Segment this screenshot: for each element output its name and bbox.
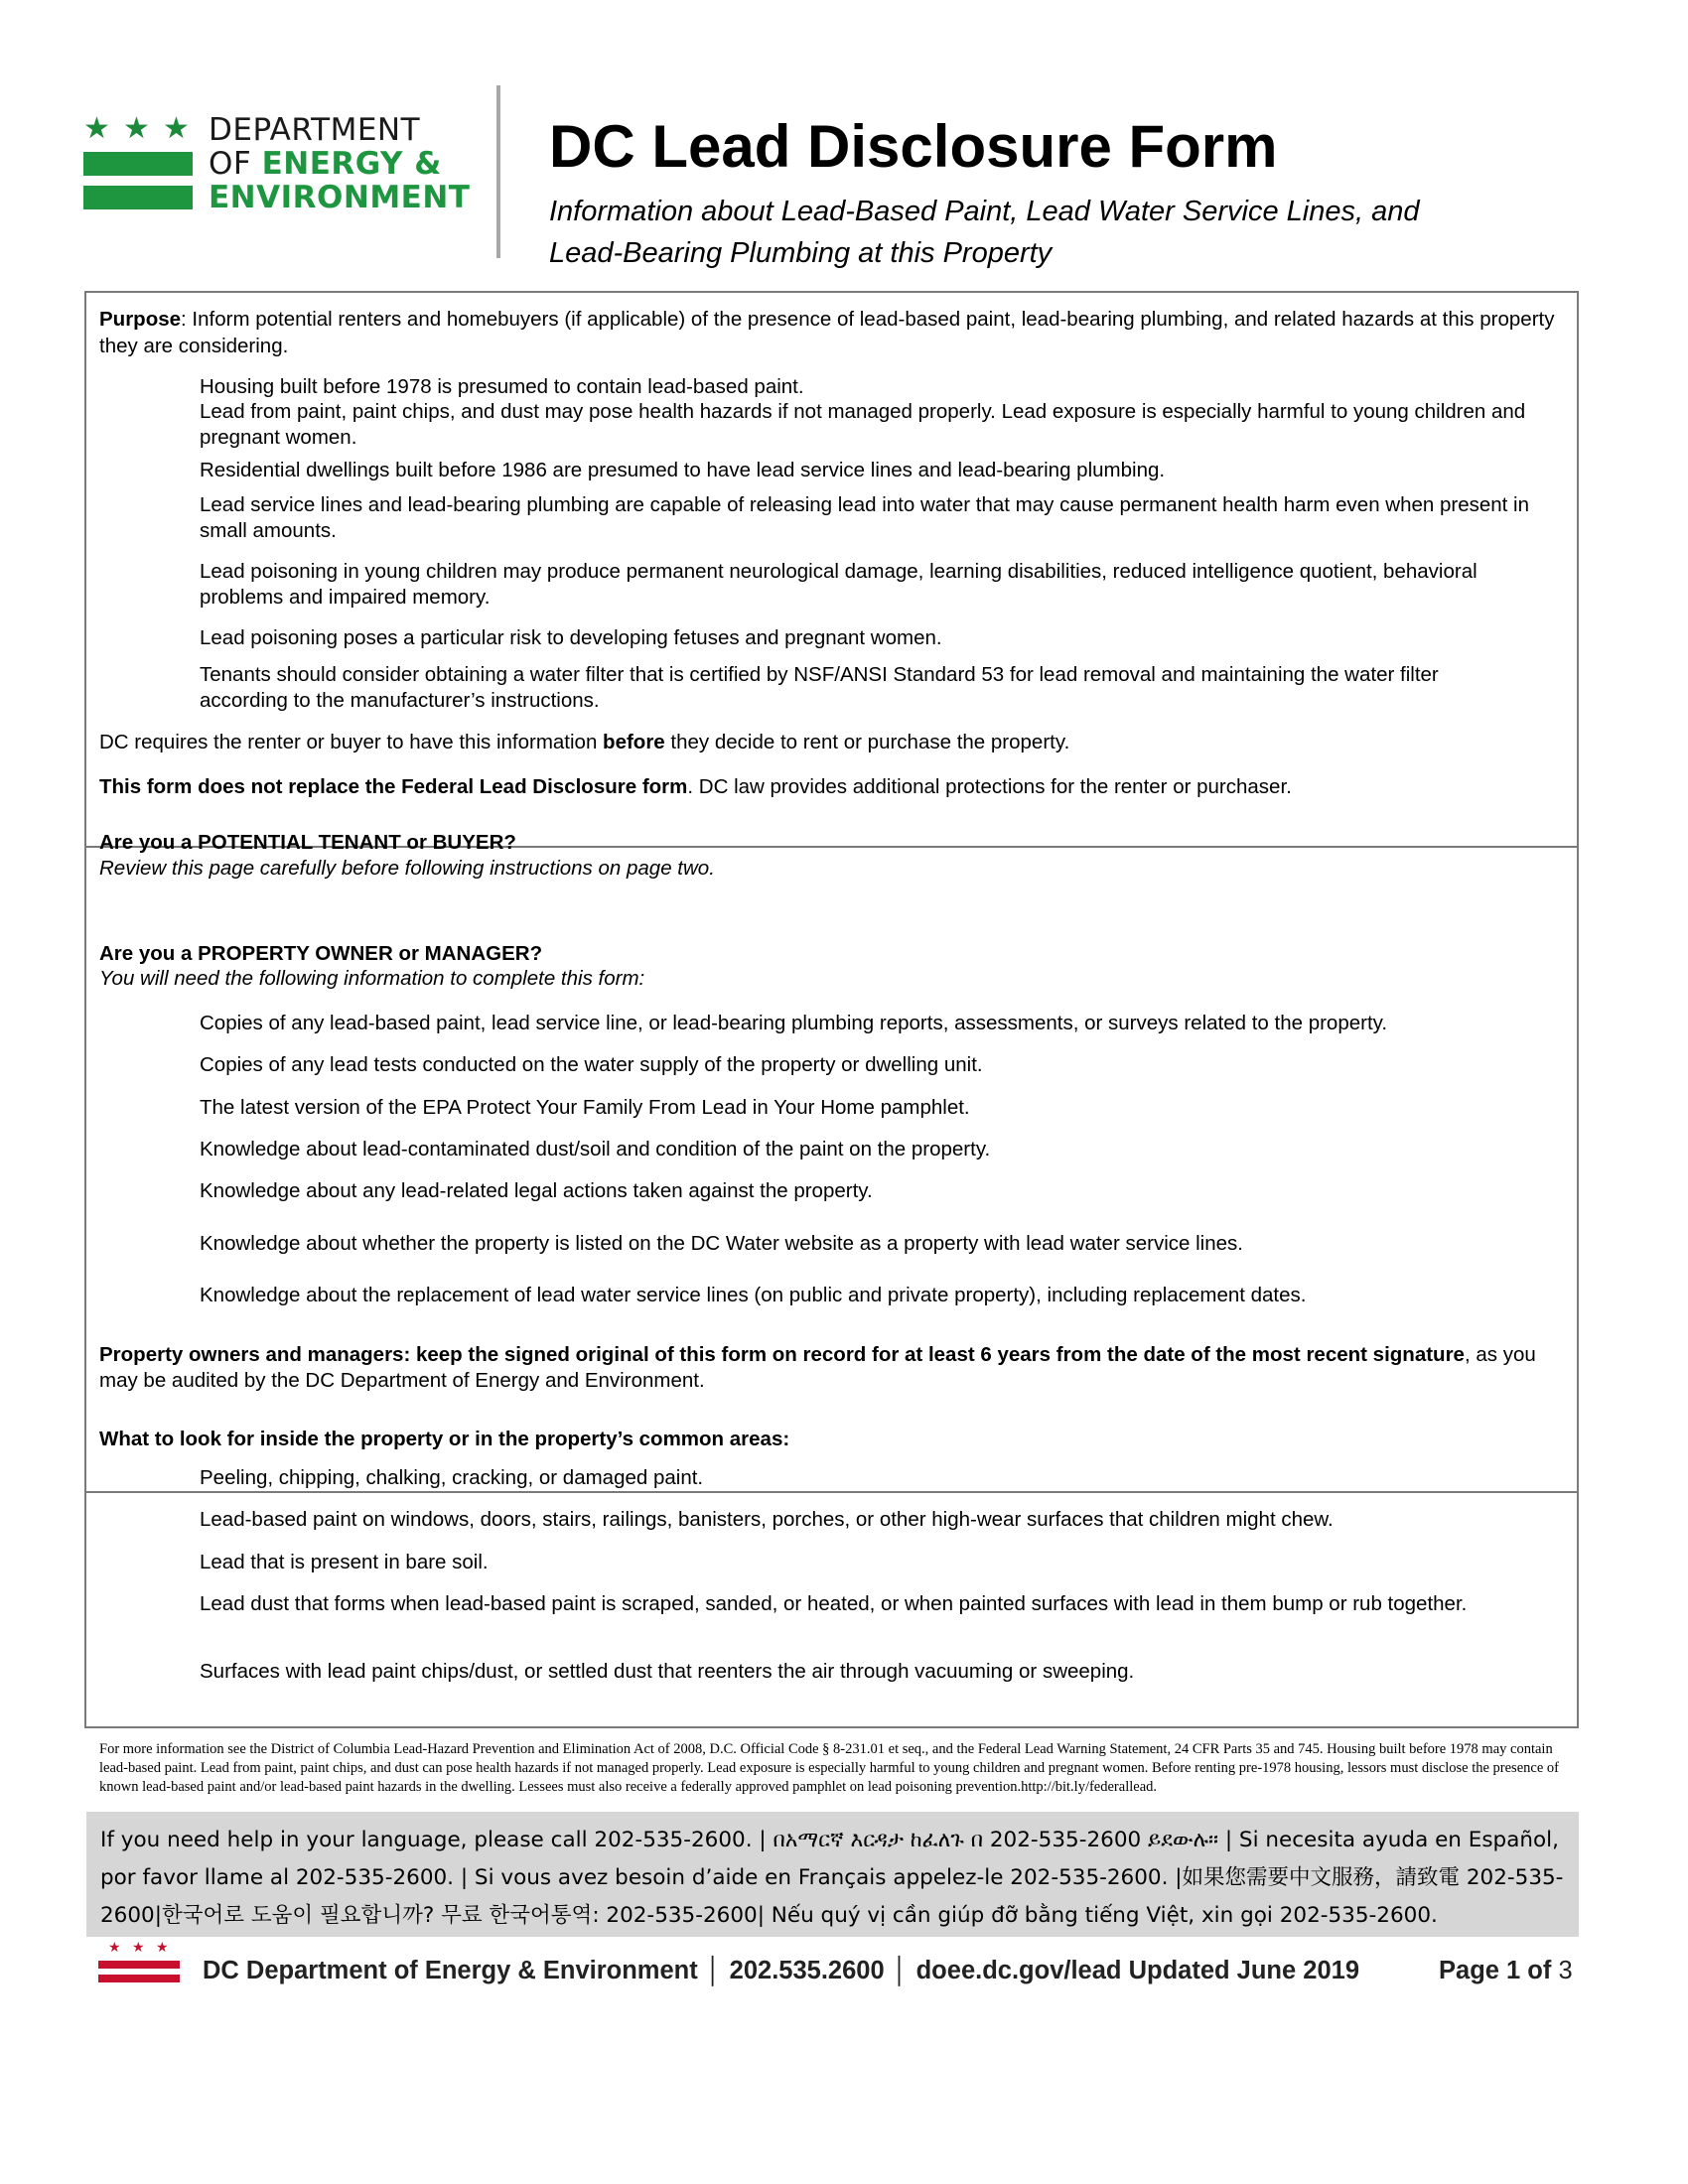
box-left-border (84, 291, 86, 1728)
look-for-bullet: Lead dust that forms when lead-based paint is scraped, sanded, or heated, or when painted surfaces with lead in them bump or rub together. (200, 1592, 1468, 1615)
look-for-heading: What to look for inside the property or in the property’s common areas: (99, 1428, 790, 1450)
owner-heading: Are you a PROPERTY OWNER or MANAGER? (99, 942, 543, 965)
owner-bullet: Knowledge about the replacement of lead water service lines (on public and private property), including replacement dates. (200, 1284, 1307, 1306)
footer-phone: 202.535.2600 (729, 1957, 885, 1984)
logo-star-icon: ★ (163, 111, 190, 146)
owner-bullet: The latest version of the EPA Protect Your Family From Lead in Your Home pamphlet. (200, 1096, 970, 1119)
look-for-bullet: Lead-based paint on windows, doors, stairs, railings, banisters, porches, or other high-wear surfaces that children might chew. (200, 1508, 1334, 1531)
logo-text-environment: ENVIRONMENT (209, 180, 471, 215)
footer-url[interactable]: doee.dc.gov/lead Updated June 2019 (915, 1957, 1359, 1984)
box-divider (84, 1726, 1579, 1728)
owner-bullet: Knowledge about any lead-related legal actions taken against the property. (200, 1179, 873, 1202)
purpose-bullet: Lead from paint, paint chips, and dust may pose health hazards if not managed properly. Lead exposure is especially harmful to young children and pregnant women. (200, 400, 1526, 449)
logo-bar (83, 186, 193, 209)
language-help-banner (86, 1812, 1579, 1937)
page-title: DC Lead Disclosure Form (549, 113, 1278, 180)
legal-footnote: For more information see the District of Columbia Lead-Hazard Prevention and Elimination Act of 2008, D.C. Official Code § 8-231.01 et seq., and the Federal Lead Warning Statement, 24 CFR Parts 35 and 745. Housing built before 1978 may contain lead-based paint. Lead from paint, paint chips, and dust can pose health hazards if not managed properly. Lead exposure is especially harmful to young children and pregnant women. Before renting pre-1978 housing, lessors must disclose the presence of known lead-based paint and/or lead-based paint hazards in the dwelling. Lessees must also receive a federally approved pamphlet on lead poisoning prevention.http://bit.ly/federallead. (99, 1741, 1559, 1795)
page-number: Page 1 of 3 (1439, 1957, 1573, 1984)
logo-bar (83, 152, 193, 176)
footer-org: DC Department of Energy & Environment (203, 1957, 698, 1984)
purpose-bullet: Tenants should consider obtaining a water filter that is certified by NSF/ANSI Standard 53 for lead removal and maintaining the water filter according to the manufacturer’s instructions. (200, 663, 1439, 712)
page-subtitle: Information about Lead-Based Paint, Lead Water Service Lines, and Lead-Bearing Plumbing at this Property (549, 196, 1420, 269)
header-divider (496, 85, 500, 258)
purpose-bullet: Lead poisoning poses a particular risk to developing fetuses and pregnant women. (200, 626, 942, 649)
logo-star-icon: ★ (83, 111, 110, 146)
purpose-bullet: Housing built before 1978 is presumed to contain lead-based paint. (200, 375, 804, 398)
logo-text-energy: OF ENERGY & (209, 146, 442, 182)
flag-star-icon: ★ (132, 1940, 145, 1956)
tenant-heading: Are you a POTENTIAL TENANT or BUYER? (99, 831, 516, 854)
box-right-border (1577, 291, 1579, 1728)
tenant-instruction: Review this page carefully before following instructions on page two. (99, 857, 715, 880)
box-divider (84, 1491, 1579, 1493)
owner-instruction: You will need the following information to complete this form: (99, 967, 645, 990)
purpose-bullet: Lead service lines and lead-bearing plumbing are capable of releasing lead into water that may cause permanent health harm even when present in small amounts. (200, 493, 1530, 542)
owner-keep-record-note: Property owners and managers: keep the signed original of this form on record for at least 6 years from the date of the most recent signature, as you may be audited by the DC Department of Energy and Environment. (99, 1343, 1536, 1392)
look-for-bullet: Peeling, chipping, chalking, cracking, or damaged paint. (200, 1466, 704, 1489)
owner-bullet: Copies of any lead tests conducted on the water supply of the property or dwelling unit. (200, 1053, 983, 1076)
look-for-bullet: Lead that is present in bare soil. (200, 1551, 489, 1573)
logo-text-department: DEPARTMENT (209, 112, 421, 148)
purpose-bullet: Residential dwellings built before 1986 are presumed to have lead service lines and lead-bearing plumbing. (200, 459, 1166, 481)
look-for-bullet: Surfaces with lead paint chips/dust, or settled dust that reenters the air through vacuuming or sweeping. (200, 1660, 1135, 1683)
purpose-bullet: Lead poisoning in young children may produce permanent neurological damage, learning disabilities, reduced intelligence quotient, behavioral problems and impaired memory. (200, 560, 1477, 609)
dc-requires-text: DC requires the renter or buyer to have this information before they decide to rent or purchase the property. (99, 731, 1070, 753)
dc-flag-icon (98, 1941, 180, 1988)
owner-bullet: Copies of any lead-based paint, lead service line, or lead-bearing plumbing reports, assessments, or surveys related to the property. (200, 1012, 1388, 1034)
purpose-paragraph: Purpose: Inform potential renters and homebuyers (if applicable) of the presence of lead-based paint, lead-bearing plumbing, and related hazards at this property they are considering. (99, 308, 1555, 357)
logo-star-icon: ★ (123, 111, 150, 146)
flag-star-icon: ★ (156, 1940, 169, 1956)
federal-form-note: This form does not replace the Federal Lead Disclosure form. DC law provides additional protections for the renter or purchaser. (99, 775, 1292, 798)
footer-contact: DC Department of Energy & Environment │ 202.535.2600 │ doee.dc.gov/lead Updated June 2019 (203, 1957, 1359, 1984)
box-top-border (84, 291, 1579, 293)
language-help-text: If you need help in your language, please call 202-535-2600. | በአማርኛ እርዳታ ከፈለጉ በ 202-535-2600 ይደውሉ። | Si necesita ayuda en Español, por favor llame al 202-535-2600. | Si vous avez besoin d’aide en Français appelez-le 202-535-2600. |如果您需要中文服務，請致電 202-535-2600|한국어로 도움이 필요합니까? 무료 한국어통역: 202-535-2600| Nếu quý vị cần giúp đỡ bằng tiếng Việt, xin gọi 202-535-2600. (100, 1828, 1564, 1928)
doee-logo (83, 111, 471, 223)
flag-star-icon: ★ (108, 1940, 121, 1956)
owner-bullet: Knowledge about whether the property is listed on the DC Water website as a property with lead water service lines. (200, 1232, 1243, 1255)
owner-bullet: Knowledge about lead-contaminated dust/soil and condition of the paint on the property. (200, 1138, 991, 1160)
